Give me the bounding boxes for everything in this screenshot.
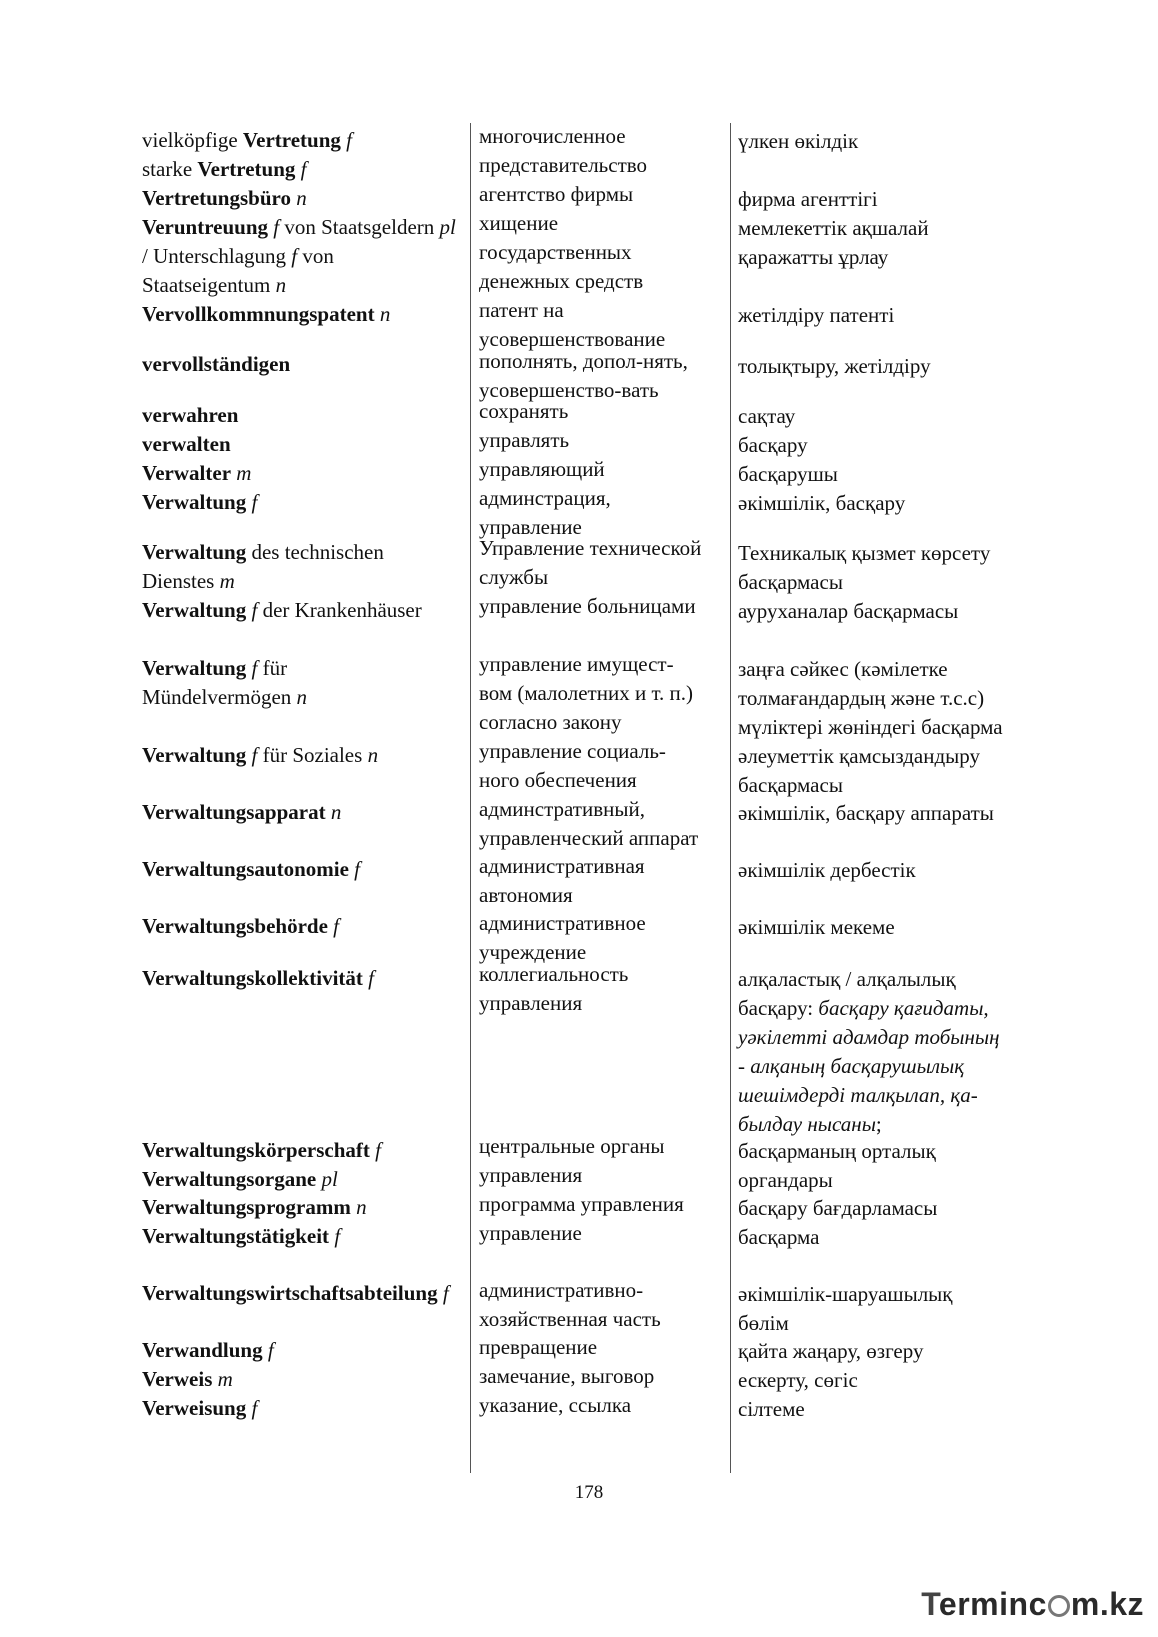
kazakh-translation-line: бөлім [738,1311,789,1335]
kazakh-translation-line: қаражатты ұрлау [738,245,889,269]
russian-translation-line: усовершенствование [479,327,666,351]
kazakh-translation-line: әкімшілік мекеме [738,915,895,939]
russian-translation-line: управление [479,1221,582,1245]
german-term-line: Dienstes m [142,569,235,593]
russian-translation-line: превращение [479,1335,598,1359]
kazakh-translation-line: әкімшілік, басқару [738,491,906,515]
kazakh-translation-line: басқармасы [738,773,843,797]
russian-translation-line: административное [479,911,646,935]
column-divider-2 [730,123,731,1473]
russian-translation-line: управление социаль- [479,739,666,763]
russian-translation-line: согласно закону [479,710,622,734]
kazakh-translation-line: үлкен өкілдік [738,129,859,153]
german-term-line: verwahren [142,403,239,427]
russian-translation-line: управления [479,991,583,1015]
kazakh-translation-line: толмағандардың және т.с.с) [738,686,985,710]
german-term-line: Verwaltung f der Krankenhäuser [142,598,422,622]
kazakh-translation-line: заңға сәйкес (кәмілетке [738,657,948,681]
german-term-line: Staatseigentum n [142,273,287,297]
kazakh-translation-line: басқарушы [738,462,838,486]
russian-translation-line: службы [479,565,549,589]
kazakh-translation-line: уәкілетті адамдар тобының [738,1025,1000,1049]
russian-translation-line: управление имущест- [479,652,674,676]
kazakh-translation-line: сілтеме [738,1397,805,1421]
column-divider-1 [470,123,471,1473]
german-term-line: Verwaltung f für Soziales n [142,743,379,767]
kazakh-translation-line: әлеуметтік қамсыздандыру [738,744,980,768]
russian-translation-line: пополнять, допол-нять, [479,349,688,373]
kazakh-translation-line: органдары [738,1168,833,1192]
russian-translation-line: Управление технической [479,536,702,560]
russian-translation-line: коллегиальность [479,962,629,986]
german-term-line: Verwaltungskollektivität f [142,966,374,990]
russian-translation-line: усовершенство-вать [479,378,659,402]
german-term-line: Veruntreuung f von Staatsgeldern pl [142,215,456,239]
russian-translation-line: центральные органы [479,1134,665,1158]
german-term-line: verwalten [142,432,231,456]
kazakh-translation-line: басқару: басқару қағидаты, [738,996,989,1020]
german-term-line: vervollständigen [142,352,291,376]
page-number: 178 [574,1482,604,1503]
german-term-line: Verwaltung f [142,490,258,514]
russian-translation-line: админстрация, [479,486,611,510]
russian-translation-line: управляющий [479,457,605,481]
kazakh-translation-line: шешімдерді талқылап, қа- [738,1083,978,1107]
german-term-line: Verwaltungstätigkeit f [142,1224,341,1248]
german-term-line: Verwaltung des technischen [142,540,384,564]
russian-translation-line: учреждение [479,940,587,964]
kazakh-translation-line: әкімшілік дербестік [738,858,916,882]
kazakh-translation-line: әкімшілік, басқару аппараты [738,801,994,825]
kazakh-translation-line: алқаластық / алқалылық [738,967,956,991]
russian-translation-line: административно- [479,1278,644,1302]
kazakh-translation-line: Техникалық қызмет көрсету [738,541,991,565]
russian-translation-line: указание, ссылка [479,1393,632,1417]
german-term-line: vielköpfige Vertretung f [142,128,352,152]
russian-translation-line: замечание, выговор [479,1364,655,1388]
kazakh-translation-line: - алқаның басқарушылық [738,1054,965,1078]
kazakh-translation-line: ауруханалар басқармасы [738,599,959,623]
german-term-line: Verwandlung f [142,1338,274,1362]
russian-translation-line: управление больницами [479,594,696,618]
german-term-line: Mündelvermögen n [142,685,308,709]
russian-translation-line: патент на [479,298,564,322]
german-term-line: Vertretungsbüro n [142,186,307,210]
russian-translation-line: ного обеспечения [479,768,637,792]
german-term-line: Verweisung f [142,1396,258,1420]
german-term-line: starke Vertretung f [142,157,307,181]
kazakh-translation-line: басқарма [738,1225,820,1249]
termincom-logo: Terminc m.kz [921,1586,1144,1622]
russian-translation-line: государственных [479,240,632,264]
russian-translation-line: управления [479,1163,583,1187]
kazakh-translation-line: ескерту, сөгіс [738,1368,858,1392]
kazakh-translation-line: фирма агенттігі [738,187,878,211]
russian-translation-line: управлять [479,428,570,452]
kazakh-translation-line: әкімшілік-шаруашылық [738,1282,953,1306]
kazakh-translation-line: мемлекеттік ақшалай [738,216,929,240]
german-term-line: Verweis m [142,1367,233,1391]
russian-translation-line: сохранять [479,399,569,423]
german-term-line: Verwaltungsapparat n [142,800,342,824]
kazakh-translation-line: басқарманың орталық [738,1139,936,1163]
kazakh-translation-line: басқару бағдарламасы [738,1196,938,1220]
german-term-line: Verwaltungswirtschaftsabteilung f [142,1281,449,1305]
kazakh-translation-line: жетілдіру патенті [738,303,895,327]
german-term-line: Vervollkommnungspatent n [142,302,391,326]
russian-translation-line: многочисленное [479,124,626,148]
russian-translation-line: представительство [479,153,648,177]
russian-translation-line: управление [479,515,582,539]
kazakh-translation-line: мүліктері жөніндегі басқарма [738,715,1003,739]
russian-translation-line: программа управления [479,1192,684,1216]
german-term-line: Verwaltungskörperschaft f [142,1138,381,1162]
kazakh-translation-line: сақтау [738,404,796,428]
german-term-line: Verwaltungsprogramm n [142,1195,367,1219]
russian-translation-line: агентство фирмы [479,182,634,206]
russian-translation-line: управленческий аппарат [479,826,699,850]
russian-translation-line: хозяйственная часть [479,1307,661,1331]
russian-translation-line: денежных средств [479,269,644,293]
german-term-line: Verwaltung f für [142,656,288,680]
russian-translation-line: автономия [479,883,573,907]
german-term-line: / Unterschlagung f von [142,244,334,268]
kazakh-translation-line: былдау нысаны; [738,1112,882,1136]
german-term-line: Verwaltungsorgane pl [142,1167,338,1191]
german-term-line: Verwalter m [142,461,252,485]
german-term-line: Verwaltungsautonomie f [142,857,360,881]
russian-translation-line: хищение [479,211,559,235]
russian-translation-line: вом (малолетних и т. п.) [479,681,694,705]
kazakh-translation-line: қайта жаңару, өзгеру [738,1339,924,1363]
kazakh-translation-line: басқару [738,433,808,457]
kazakh-translation-line: толықтыру, жетілдіру [738,354,931,378]
russian-translation-line: административная [479,854,645,878]
russian-translation-line: админстративный, [479,797,645,821]
kazakh-translation-line: басқармасы [738,570,843,594]
german-term-line: Verwaltungsbehörde f [142,914,339,938]
